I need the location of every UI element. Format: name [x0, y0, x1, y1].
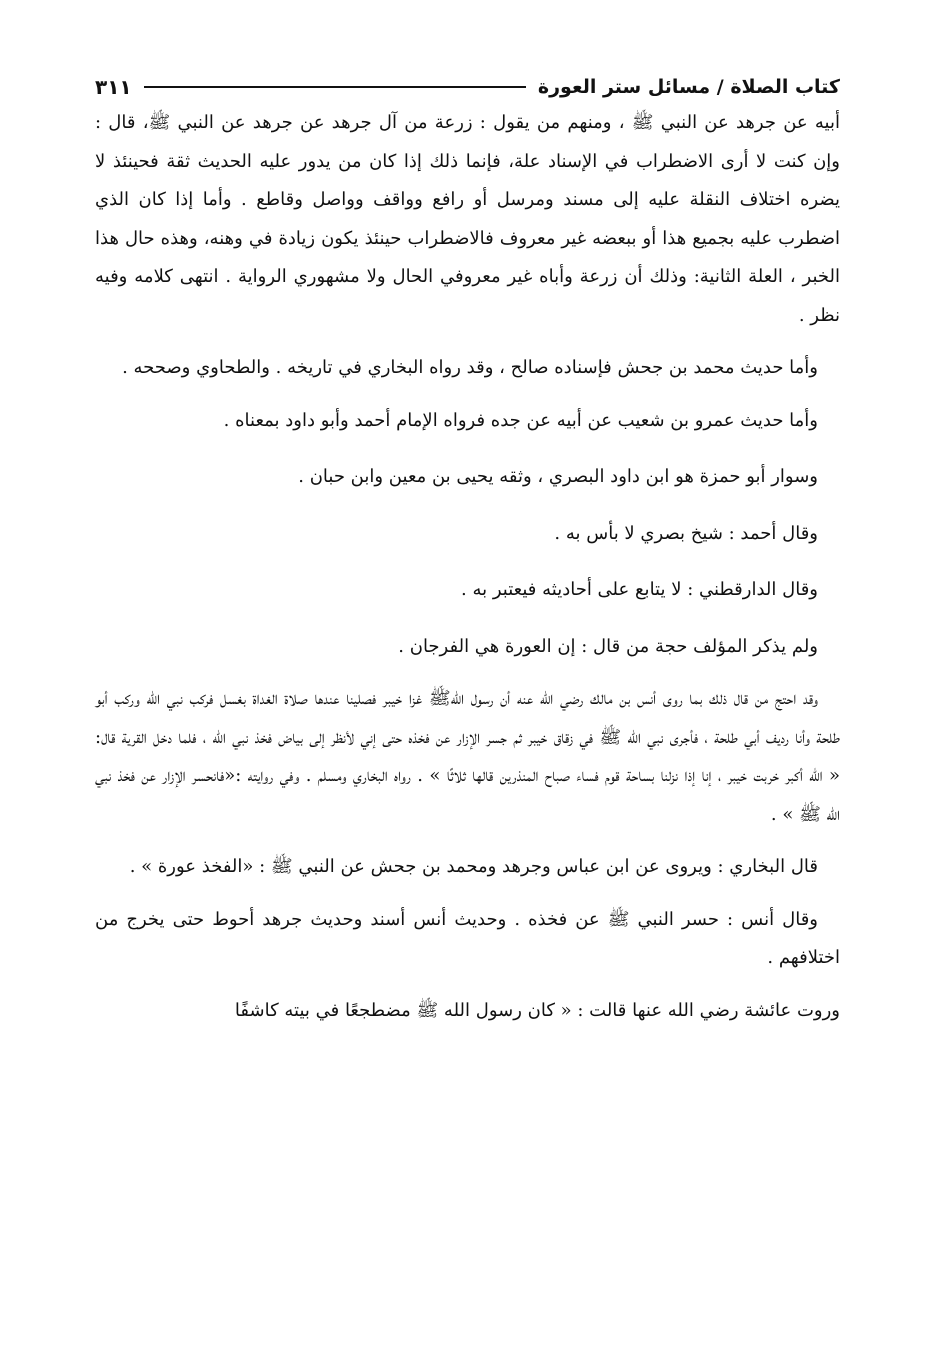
- paragraph-gap: [95, 440, 840, 458]
- paragraph-gap: [95, 978, 840, 992]
- page-header: [95, 70, 840, 104]
- page-number: ٣١١: [95, 75, 132, 99]
- paragraph-aisha: وروت عائشة رضي الله عنها قالت : « كان رسول الله ﷺ مضطجعًا في بيته كاشفًا: [234, 999, 840, 1021]
- paragraph-muhammad-bin-jahsh: وأما حديث محمد بن جحش فإسناده صالح ، وقد رواه البخاري في تاريخه . والطحاوي وصححه .: [122, 357, 818, 378]
- paragraph-gap: [95, 335, 840, 349]
- paragraph-anas-khaybar: وقد احتج من قال ذلك بما روى أنس بن مالك رضي الله عنه أن رسول اللهﷺ غزا خيبر فصلينا عندها صلاة الغداة بغسل فركب نبي الله وركب أبو طلحة وأنا رديف أبي طلحة ، فأجرى نبي الله ﷺ في زقاق خيبر ثم جسر الإزار عن فخذه حتى إني لأنظر إلى بياض فخذ نبي الله ، فلما دخل القرية قال: « الله أكبر خربت خيبر ، إنا إذا نزلنا بساحة قوم فساء صباح المنذرين قالها ثلاثًا » . رواه البخاري ومسلم . وفي روايته :«فانحسر الإزار عن فخذ نبي الله ﷺ » .: [95, 688, 840, 825]
- paragraph-ahmad: وقال أحمد : شيخ بصري لا بأس به .: [554, 522, 818, 544]
- paragraph-gap: [95, 610, 840, 628]
- running-title: كتاب الصلاة / مسائل ستر العورة: [537, 76, 840, 98]
- paragraph-gap: [95, 887, 840, 901]
- book-page: [95, 70, 840, 1030]
- paragraph-jarhad-isnad: أبيه عن جرهد عن النبي ﷺ ، ومنهم من يقول : زرعة من آل جرهد عن جرهد عن النبي ﷺ، قال : وإن كنت لا أرى الاضطراب في الإسناد علة، فإنما ذلك إذا كان من يدور عليه الحديث ثقة فحينئذ لا يضره اختلاف النقلة عليه إلى مسند ومرسل أو رافع وواقف وواصل وقاطع . وأما إذا كان الذي اضطرب عليه بجميع هذا أو ببعضه غير معروف فالاضطراب حينئذ يكون زيادة في وهنه، وهذه حال هذا الخبر ، العلة الثانية: وذلك أن زرعة وأباه غير معروفي الحال ولا مشهوري الرواية . انتهى كلامه وفيه نظر .: [95, 112, 840, 326]
- paragraph-daraqutni: وقال الدارقطني : لا يتابع على أحاديثه فيعتبر به .: [461, 579, 818, 600]
- paragraph-gap: [95, 553, 840, 571]
- paragraph-amr-bin-shuayb: وأما حديث عمرو بن شعيب عن أبيه عن جده فرواه الإمام أحمد وأبو داود بمعناه .: [223, 409, 818, 431]
- paragraph-anas-hasara: وقال أنس : حسر النبي ﷺ عن فخذه . وحديث أنس أسند وحديث جرهد أحوط حتى يخرج من اختلافهم .: [95, 908, 840, 968]
- paragraph-author-note: ولم يذكر المؤلف حجة من قال : إن العورة هي الفرجان .: [398, 635, 818, 657]
- paragraph-sawwar: وسوار أبو حمزة هو ابن داود البصري ، وثقه يحيى بن معين وابن حبان .: [298, 466, 818, 487]
- paragraph-gap: [95, 388, 840, 402]
- paragraph-gap: [95, 497, 840, 515]
- header-rule: [144, 86, 526, 88]
- paragraph-bukhari: قال البخاري : ويروى عن ابن عباس وجرهد ومحمد بن جحش عن النبي ﷺ : «الفخذ عورة » .: [129, 856, 818, 877]
- paragraph-gap: [95, 666, 840, 680]
- paragraph-gap: [95, 834, 840, 848]
